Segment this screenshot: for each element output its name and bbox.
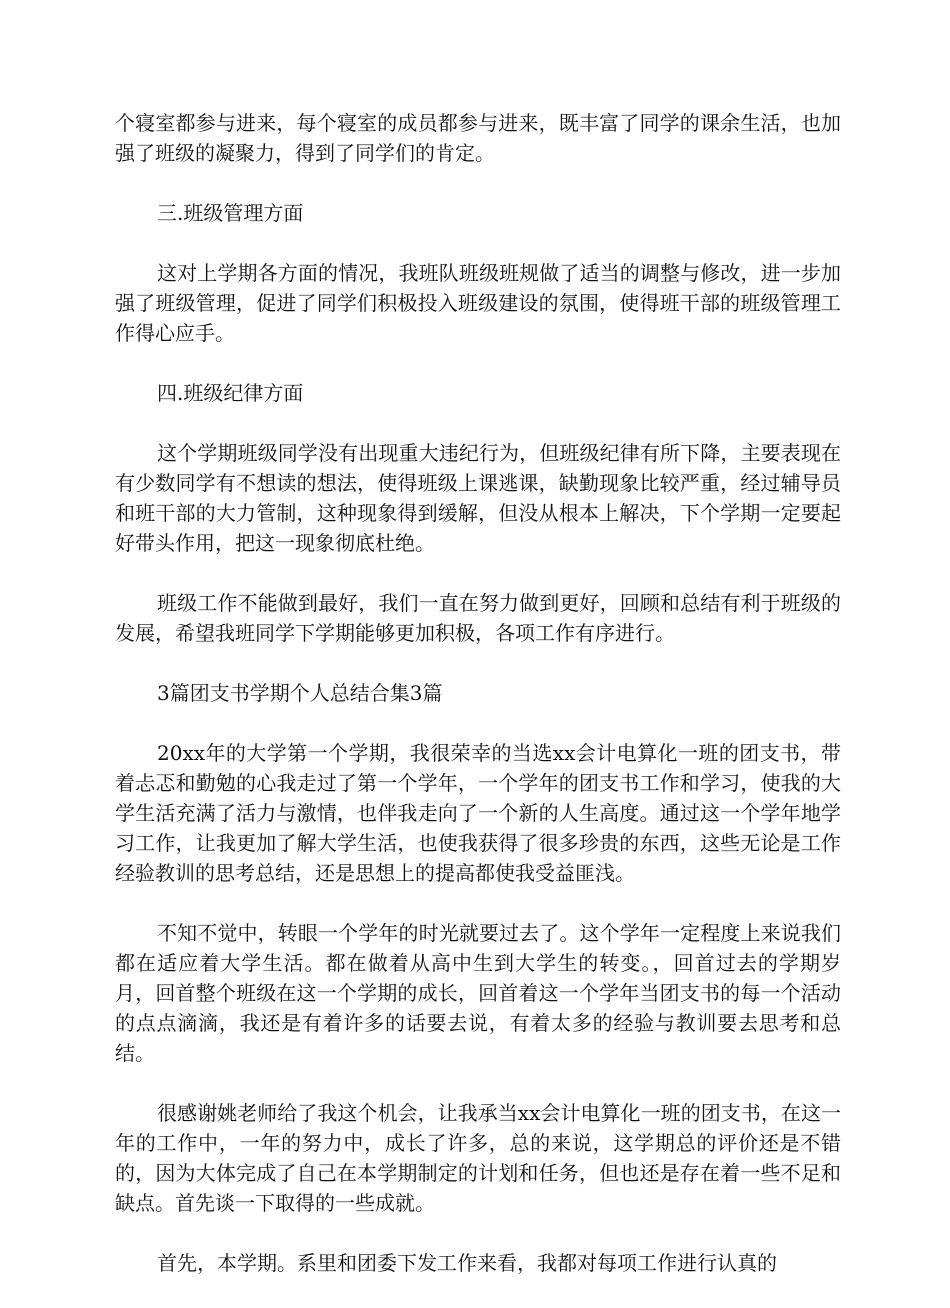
collection-title: 3篇团支书学期个人总结合集3篇: [157, 681, 443, 705]
paragraph-class-discipline: 这个学期班级同学没有出现重大违纪行为，但班级纪律有所下降，主要表现在有少数同学有不想读的想法，使得班级上课逃课，缺勤现象比较严重，经过辅导员和班干部的大力管制，这种现象得到缓解，但没从根本上解决，下个学期一定要起好带头作用，把这一现象彻底杜绝。: [115, 441, 841, 555]
paragraph-class-management: 这对上学期各方面的情况，我班队班级班规做了适当的调整与修改，进一步加强了班级管理，促进了同学们积极投入班级建设的氛围，使得班干部的班级管理工作得心应手。: [115, 261, 841, 345]
paragraph-first-achievement: 首先，本学期。系里和团委下发工作来看，我都对每项工作进行认真的: [157, 1251, 777, 1275]
paragraph-first-semester: 20xx年的大学第一个学期，我很荣幸的当选xx会计电算化一班的团支书，带着忐忑和勤勉的心我走过了第一个学年，一个学年的团支书工作和学习，使我的大学生活充满了活力与激情，也伴我走向了一个新的人生高度。通过这一个学年地学习工作，让我更加了解大学生活，也使我获得了很多珍贵的东西，这些无论是工作经验教训的思考总结，还是思想上的提高都使我受益匪浅。: [115, 741, 841, 885]
paragraph-continuation: 个寝室都参与进来，每个寝室的成员都参与进来，既丰富了同学的课余生活，也加强了班级的凝聚力，得到了同学们的肯定。: [115, 111, 841, 165]
paragraph-thanks-teacher: 很感谢姚老师给了我这个机会，让我承当xx会计电算化一班的团支书，在这一年的工作中，一年的努力中，成长了许多，总的来说，这学期总的评价还是不错的，因为大体完成了自己在本学期制定的计划和任务，但也还是存在着一些不足和缺点。首先谈一下取得的一些成就。: [115, 1101, 841, 1215]
section-heading-class-management: 三.班级管理方面: [157, 201, 304, 225]
section-heading-class-discipline: 四.班级纪律方面: [157, 381, 304, 405]
paragraph-year-passing: 不知不觉中，转眼一个学年的时光就要过去了。这个学年一定程度上来说我们都在适应着大学生活。都在做着从高中生到大学生的转变。，回首过去的学期岁月，回首整个班级在这一个学期的成长，回首着这一个学年当团支书的每一个活动的点点滴滴，我还是有着许多的话要去说，有着太多的经验与教训要去思考和总结。: [115, 921, 841, 1065]
paragraph-class-summary: 班级工作不能做到最好，我们一直在努力做到更好，回顾和总结有利于班级的发展，希望我班同学下学期能够更加积极，各项工作有序进行。: [115, 591, 841, 645]
document-page: [115, 108, 841, 1308]
